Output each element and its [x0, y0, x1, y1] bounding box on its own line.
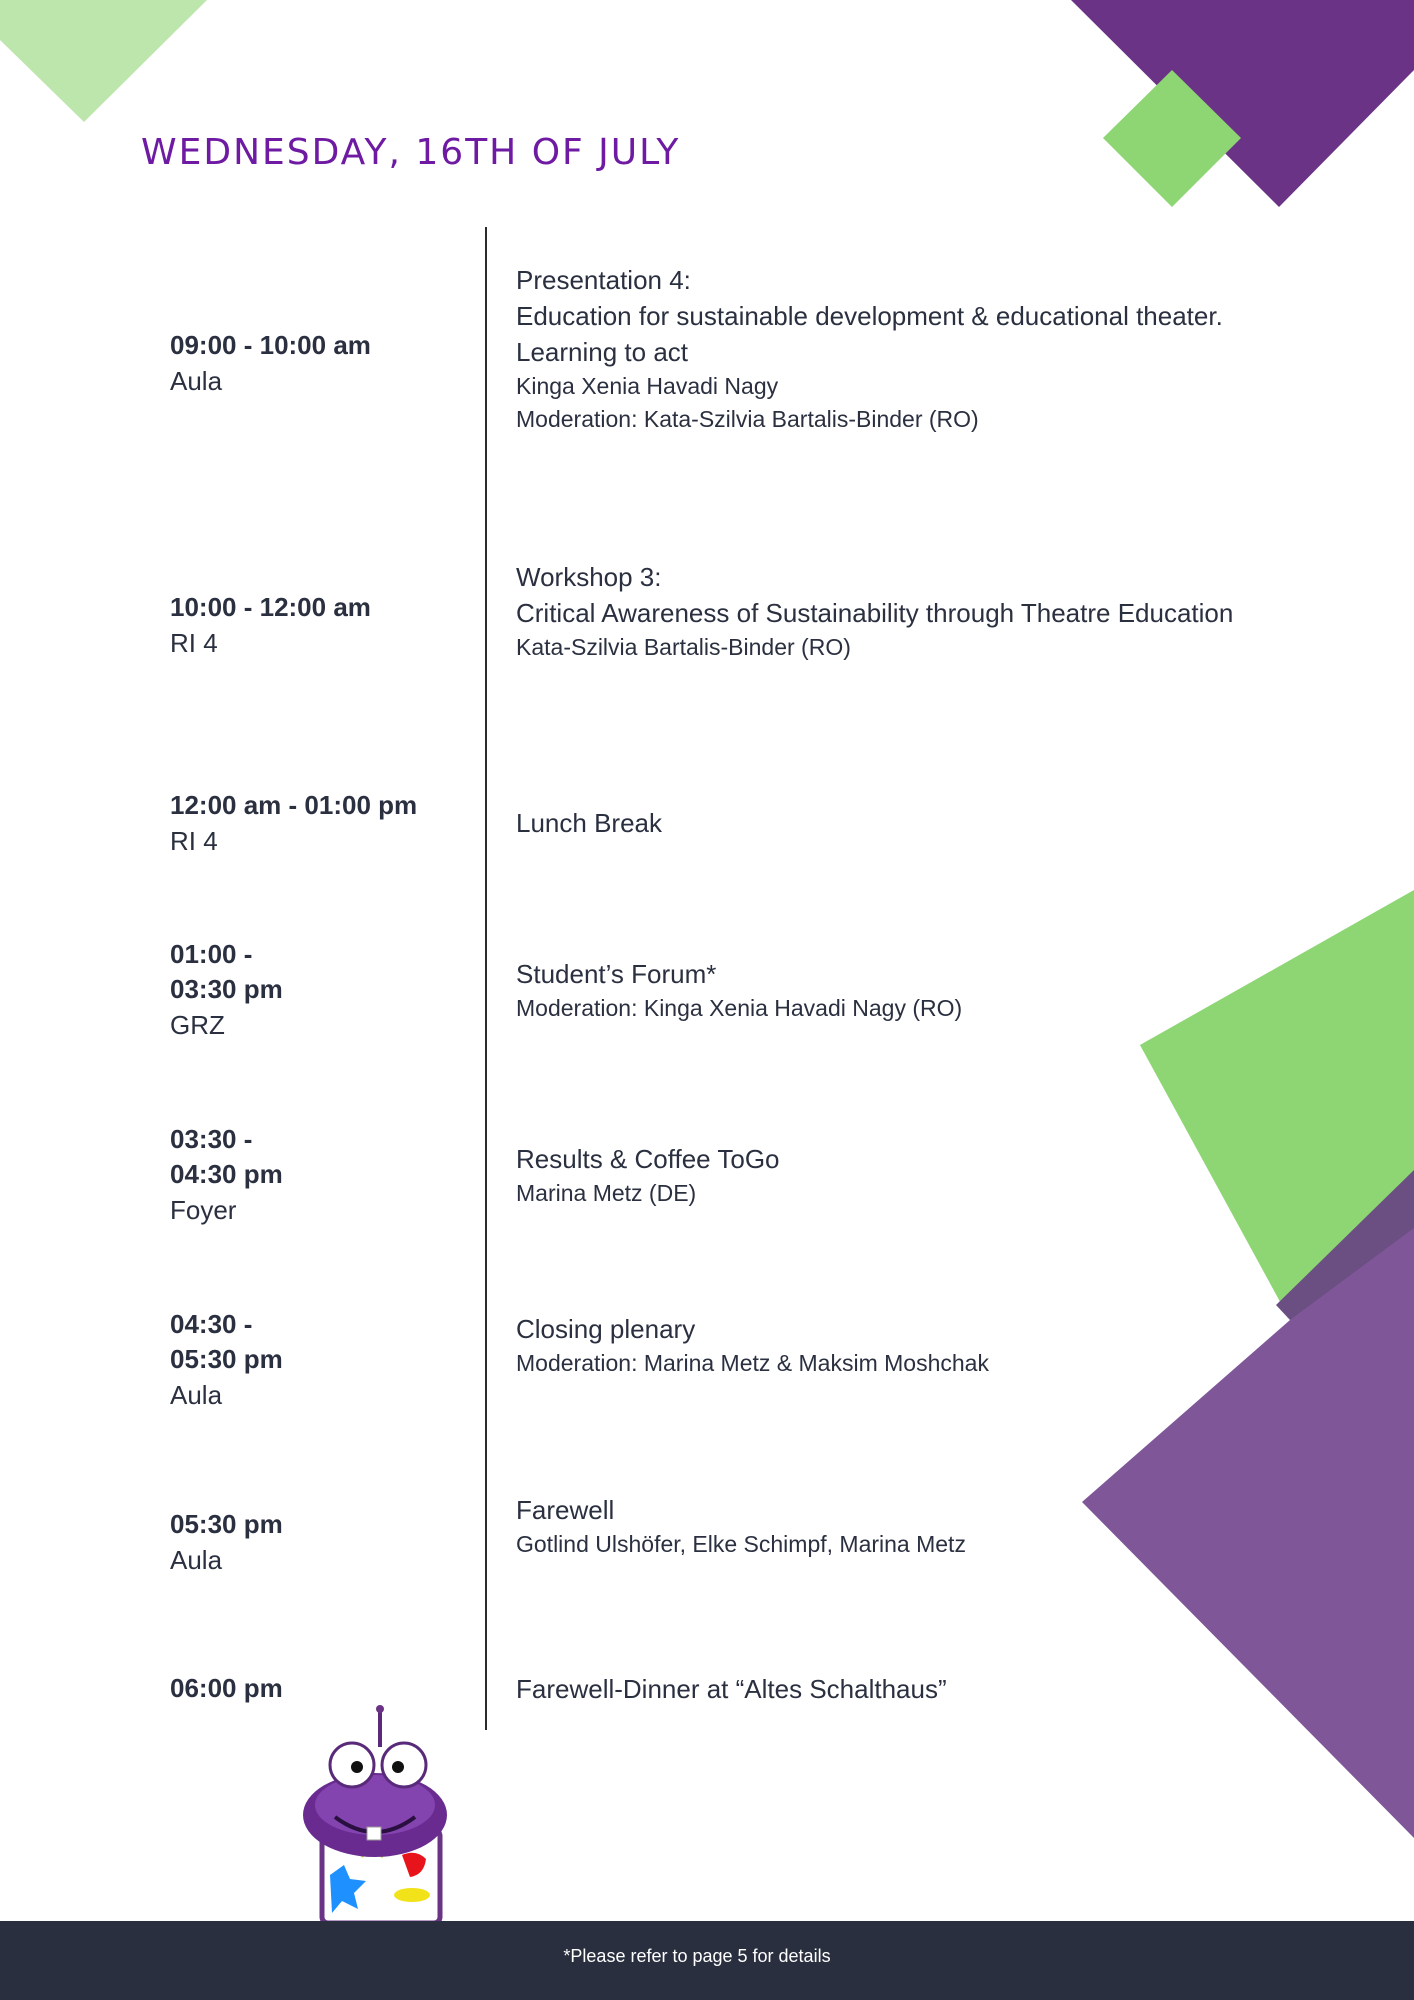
event-title: Closing plenary — [516, 1314, 696, 1344]
event-moderation: Moderation: Marina Metz & Maksim Moshchak — [516, 1350, 989, 1376]
event-details — [516, 956, 1366, 1025]
event-title: Farewell — [516, 1495, 615, 1525]
event-details — [516, 1671, 1366, 1707]
event-moderation: Moderation: Kinga Xenia Havadi Nagy (RO) — [516, 995, 963, 1021]
event-title: Results & Coffee ToGo — [516, 1144, 780, 1174]
time-slot — [170, 590, 460, 661]
event-title: Workshop 3: — [516, 562, 662, 592]
time-label: 06:00 pm — [170, 1673, 283, 1703]
event-title: Presentation 4: — [516, 265, 691, 295]
time-label: 10:00 - 12:00 am — [170, 592, 371, 622]
event-title: Education for sustainable development & educational theater. — [516, 301, 1223, 331]
event-title: Learning to act — [516, 337, 689, 367]
event-speakers: Gotlind Ulshöfer, Elke Schimpf, Marina Metz — [516, 1531, 966, 1557]
frog-mascot-icon — [300, 1705, 460, 1923]
room-label: Aula — [170, 366, 223, 396]
time-slot — [170, 1507, 460, 1578]
time-slot — [170, 788, 460, 859]
event-moderation: Moderation: Kata-Szilvia Bartalis-Binder (RO) — [516, 406, 979, 432]
time-label: 05:30 pm — [170, 1509, 283, 1539]
top-right-purple-diamond — [1071, 0, 1414, 207]
footer-note: *Please refer to page 5 for details — [563, 1946, 831, 1966]
event-title: Critical Awareness of Sustainability through Theatre Education — [516, 598, 1234, 628]
time-slot — [170, 937, 460, 1043]
room-label: Foyer — [170, 1195, 237, 1225]
room-label: GRZ — [170, 1010, 225, 1040]
time-label: 03:30 - 04:30 pm — [170, 1124, 283, 1189]
event-speaker: Kinga Xenia Havadi Nagy — [516, 373, 779, 399]
time-slot — [170, 1671, 460, 1706]
time-label: 04:30 - 05:30 pm — [170, 1309, 283, 1374]
event-details — [516, 559, 1366, 664]
time-label: 12:00 am - 01:00 pm — [170, 790, 418, 820]
event-title: Student’s Forum* — [516, 959, 717, 989]
event-details — [516, 805, 1366, 841]
timeline-divider — [485, 227, 487, 1730]
event-details — [516, 1492, 1366, 1561]
time-slot — [170, 1122, 460, 1228]
time-label: 01:00 - 03:30 pm — [170, 939, 283, 1004]
time-slot — [170, 328, 460, 399]
event-details — [516, 262, 1366, 436]
room-label: Aula — [170, 1545, 223, 1575]
event-speaker: Marina Metz (DE) — [516, 1180, 697, 1206]
top-left-green-triangle — [0, 0, 207, 122]
event-speaker: Kata-Szilvia Bartalis-Binder (RO) — [516, 634, 851, 660]
room-label: RI 4 — [170, 628, 218, 658]
room-label: Aula — [170, 1380, 223, 1410]
event-title: Lunch Break — [516, 808, 662, 838]
event-details — [516, 1141, 1366, 1210]
event-details — [516, 1311, 1366, 1380]
time-label: 09:00 - 10:00 am — [170, 330, 371, 360]
room-label: RI 4 — [170, 826, 218, 856]
event-title: Farewell-Dinner at “Altes Schalthaus” — [516, 1674, 947, 1704]
time-slot — [170, 1307, 460, 1413]
page-title: WEDNESDAY, 16TH OF JULY — [141, 132, 681, 173]
